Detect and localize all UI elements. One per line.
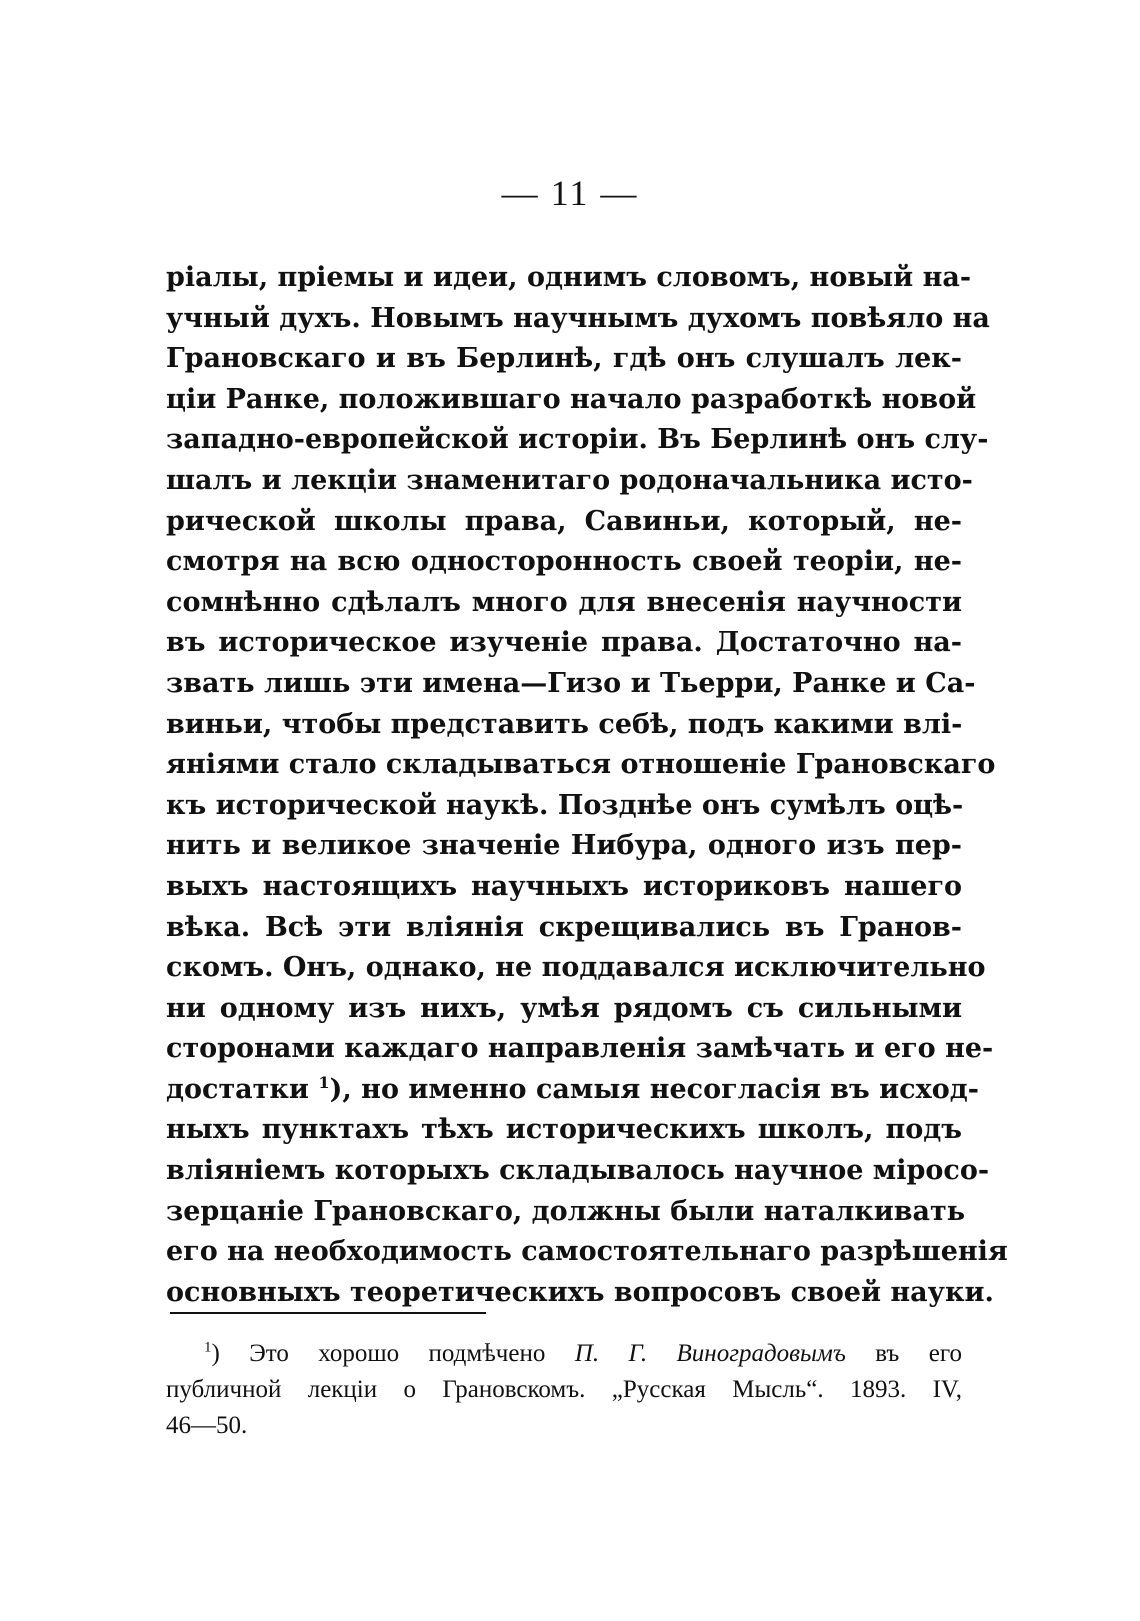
- text-line: зерцаніе Грановскаго, должны были наталкивать: [166, 1195, 966, 1227]
- footnote-text: ) Это хорошо подмѣчено: [211, 1340, 546, 1367]
- footnote-text: въ его: [875, 1340, 963, 1367]
- text-line: въ историческое изученіе права. Достаточно на-: [166, 627, 962, 659]
- text-line: шалъ и лекціи знаменитаго родоначальника исто-: [166, 464, 973, 496]
- text-line: ни одному изъ нихъ, умѣя рядомъ съ сильными: [166, 992, 962, 1024]
- text-line: западно-европейской исторіи. Въ Берлинѣ онъ слу-: [166, 424, 989, 456]
- text-line: звать лишь эти имена—Гизо и Тьерри, Ранке и Са-: [166, 667, 976, 699]
- footnote-line: публичной лекціи о Грановскомъ. „Русская Мысль“. 1893. IV,: [166, 1376, 962, 1403]
- text-line: учный духъ. Новымъ научнымъ духомъ повѣяло на: [166, 302, 990, 334]
- text-line: скомъ. Онъ, однако, не поддавался исключительно: [166, 952, 986, 984]
- footnote-author: П. Г. Виноградовымъ: [574, 1340, 846, 1367]
- text-line: вѣка. Всѣ эти вліянія скрещивались въ Гранов-: [166, 911, 962, 943]
- text-line: основныхъ теоретическихъ вопросовъ своей науки.: [166, 1276, 994, 1308]
- footnote-reference[interactable]: 1: [318, 1072, 330, 1092]
- footnote-divider: [170, 1312, 486, 1314]
- text-line: его на необходимость самостоятельнаго разрѣшенія: [166, 1236, 1008, 1268]
- footnote: [166, 1336, 962, 1444]
- text-line: нить и великое значеніе Нибура, одного изъ пер-: [166, 830, 962, 862]
- main-text: [166, 258, 1008, 1313]
- text-line: вліяніемъ которыхъ складывалось научное міросо-: [166, 1155, 990, 1187]
- text-line-with-footnote-ref: [166, 1070, 979, 1111]
- text-line: смотря на всю односторонность своей теоріи, не-: [166, 546, 962, 578]
- text-line: ріалы, пріемы и идеи, однимъ словомъ, новый на-: [166, 262, 972, 293]
- text-line: къ исторической наукѣ. Позднѣе онъ сумѣлъ оцѣ-: [166, 789, 964, 821]
- text-fragment: ), но именно самыя несогласія въ исход-: [329, 1073, 979, 1105]
- text-line: яніями стало складываться отношеніе Грановскаго: [166, 749, 996, 781]
- text-line: Грановскаго и въ Берлинѣ, гдѣ онъ слушалъ лек-: [166, 343, 962, 375]
- text-line: сторонами каждаго направленія замѣчать и его не-: [166, 1033, 994, 1065]
- text-line: рической школы права, Савиньи, который, не-: [166, 505, 962, 537]
- text-line: виньи, чтобы представить себѣ, подъ какими влі-: [166, 708, 963, 740]
- footnote-marker: 1: [204, 1339, 212, 1356]
- text-fragment: достатки: [166, 1073, 309, 1105]
- footnote-line: 46—50.: [166, 1412, 248, 1439]
- text-line: выхъ настоящихъ научныхъ историковъ нашего: [166, 870, 962, 902]
- text-line: сомнѣнно сдѣлалъ много для внесенія научности: [166, 586, 962, 618]
- text-line: ціи Ранке, положившаго начало разработкѣ новой: [166, 383, 977, 415]
- text-line: ныхъ пунктахъ тѣхъ историческихъ школъ, подъ: [166, 1114, 962, 1146]
- footnote-line: [166, 1336, 962, 1372]
- page-number: — 11 —: [501, 173, 639, 213]
